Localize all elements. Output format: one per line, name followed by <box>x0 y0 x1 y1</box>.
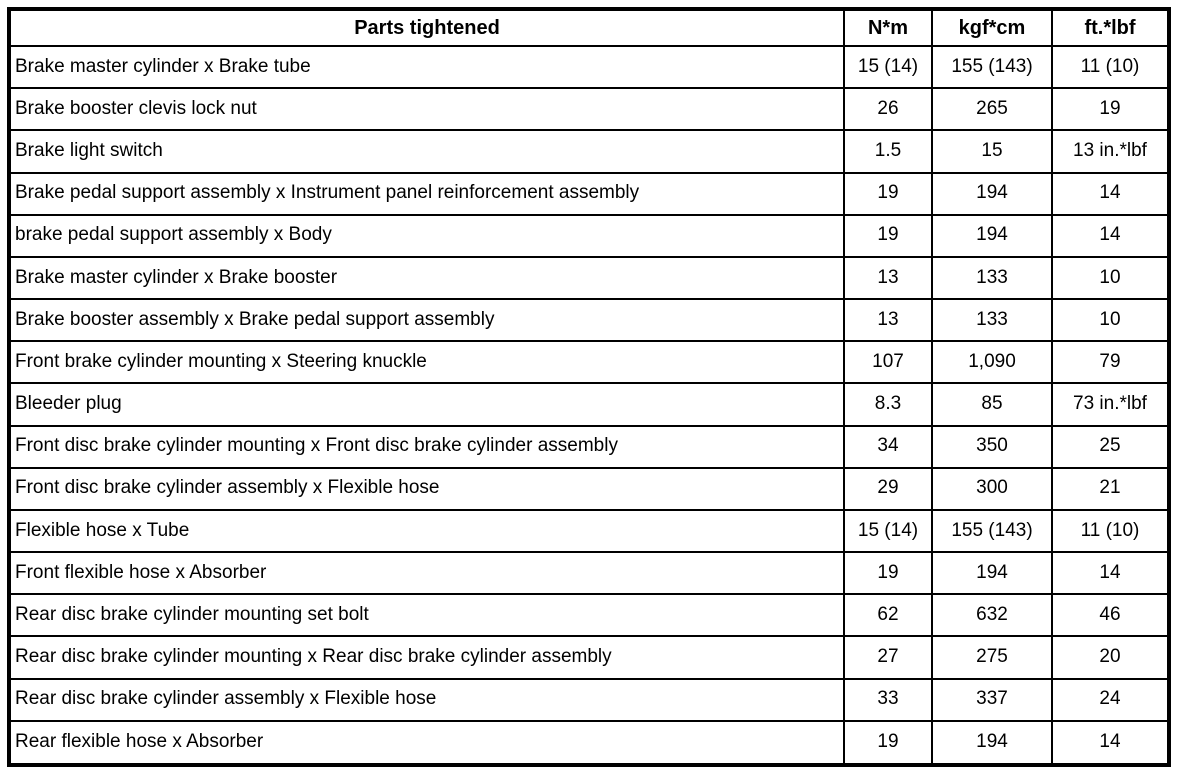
kgfcm-value: 133 <box>932 257 1052 299</box>
part-name: Front disc brake cylinder mounting x Front disc brake cylinder assembly <box>9 426 844 468</box>
ftlbf-value: 79 <box>1052 341 1169 383</box>
kgfcm-value: 194 <box>932 552 1052 594</box>
kgfcm-value: 194 <box>932 215 1052 257</box>
table-row <box>9 468 1169 510</box>
table-row <box>9 46 1169 88</box>
table-row <box>9 510 1169 552</box>
nm-value: 19 <box>844 173 932 215</box>
torque-spec-table <box>7 7 1171 767</box>
kgfcm-value: 1,090 <box>932 341 1052 383</box>
kgfcm-value: 337 <box>932 679 1052 721</box>
column-header-parts-tightened: Parts tightened <box>9 9 844 46</box>
ftlbf-value: 19 <box>1052 88 1169 130</box>
kgfcm-value: 350 <box>932 426 1052 468</box>
part-name: Bleeder plug <box>9 383 844 425</box>
ftlbf-value: 14 <box>1052 552 1169 594</box>
torque-spec-table-container <box>7 7 1171 767</box>
table-row <box>9 594 1169 636</box>
nm-value: 19 <box>844 552 932 594</box>
nm-value: 19 <box>844 721 932 765</box>
kgfcm-value: 194 <box>932 173 1052 215</box>
nm-value: 62 <box>844 594 932 636</box>
table-row <box>9 341 1169 383</box>
nm-value: 15 (14) <box>844 510 932 552</box>
ftlbf-value: 14 <box>1052 721 1169 765</box>
ftlbf-value: 46 <box>1052 594 1169 636</box>
ftlbf-value: 20 <box>1052 636 1169 678</box>
ftlbf-value: 10 <box>1052 257 1169 299</box>
table-row <box>9 679 1169 721</box>
ftlbf-value: 73 in.*lbf <box>1052 383 1169 425</box>
ftlbf-value: 11 (10) <box>1052 510 1169 552</box>
part-name: Brake master cylinder x Brake booster <box>9 257 844 299</box>
table-row <box>9 426 1169 468</box>
part-name: Brake light switch <box>9 130 844 172</box>
part-name: Rear disc brake cylinder mounting x Rear disc brake cylinder assembly <box>9 636 844 678</box>
kgfcm-value: 632 <box>932 594 1052 636</box>
part-name: Brake booster clevis lock nut <box>9 88 844 130</box>
part-name: Front disc brake cylinder assembly x Flexible hose <box>9 468 844 510</box>
nm-value: 34 <box>844 426 932 468</box>
column-header-nm: N*m <box>844 9 932 46</box>
table-row <box>9 299 1169 341</box>
kgfcm-value: 275 <box>932 636 1052 678</box>
nm-value: 26 <box>844 88 932 130</box>
part-name: Brake booster assembly x Brake pedal support assembly <box>9 299 844 341</box>
column-header-ftlbf: ft.*lbf <box>1052 9 1169 46</box>
table-row <box>9 721 1169 765</box>
nm-value: 107 <box>844 341 932 383</box>
table-row <box>9 215 1169 257</box>
table-row <box>9 130 1169 172</box>
part-name: brake pedal support assembly x Body <box>9 215 844 257</box>
ftlbf-value: 14 <box>1052 215 1169 257</box>
nm-value: 19 <box>844 215 932 257</box>
nm-value: 13 <box>844 299 932 341</box>
table-row <box>9 636 1169 678</box>
part-name: Rear disc brake cylinder mounting set bolt <box>9 594 844 636</box>
nm-value: 27 <box>844 636 932 678</box>
kgfcm-value: 85 <box>932 383 1052 425</box>
table-row <box>9 88 1169 130</box>
kgfcm-value: 194 <box>932 721 1052 765</box>
ftlbf-value: 10 <box>1052 299 1169 341</box>
nm-value: 33 <box>844 679 932 721</box>
ftlbf-value: 11 (10) <box>1052 46 1169 88</box>
nm-value: 15 (14) <box>844 46 932 88</box>
part-name: Rear disc brake cylinder assembly x Flexible hose <box>9 679 844 721</box>
part-name: Front brake cylinder mounting x Steering knuckle <box>9 341 844 383</box>
part-name: Flexible hose x Tube <box>9 510 844 552</box>
kgfcm-value: 265 <box>932 88 1052 130</box>
part-name: Brake master cylinder x Brake tube <box>9 46 844 88</box>
ftlbf-value: 24 <box>1052 679 1169 721</box>
kgfcm-value: 133 <box>932 299 1052 341</box>
table-row <box>9 383 1169 425</box>
nm-value: 13 <box>844 257 932 299</box>
kgfcm-value: 15 <box>932 130 1052 172</box>
column-header-kgfcm: kgf*cm <box>932 9 1052 46</box>
table-row <box>9 257 1169 299</box>
nm-value: 29 <box>844 468 932 510</box>
kgfcm-value: 300 <box>932 468 1052 510</box>
nm-value: 8.3 <box>844 383 932 425</box>
ftlbf-value: 25 <box>1052 426 1169 468</box>
part-name: Front flexible hose x Absorber <box>9 552 844 594</box>
kgfcm-value: 155 (143) <box>932 510 1052 552</box>
ftlbf-value: 13 in.*lbf <box>1052 130 1169 172</box>
nm-value: 1.5 <box>844 130 932 172</box>
table-row <box>9 173 1169 215</box>
header-row <box>9 9 1169 46</box>
table-row <box>9 552 1169 594</box>
part-name: Brake pedal support assembly x Instrument panel reinforcement assembly <box>9 173 844 215</box>
kgfcm-value: 155 (143) <box>932 46 1052 88</box>
part-name: Rear flexible hose x Absorber <box>9 721 844 765</box>
ftlbf-value: 14 <box>1052 173 1169 215</box>
ftlbf-value: 21 <box>1052 468 1169 510</box>
